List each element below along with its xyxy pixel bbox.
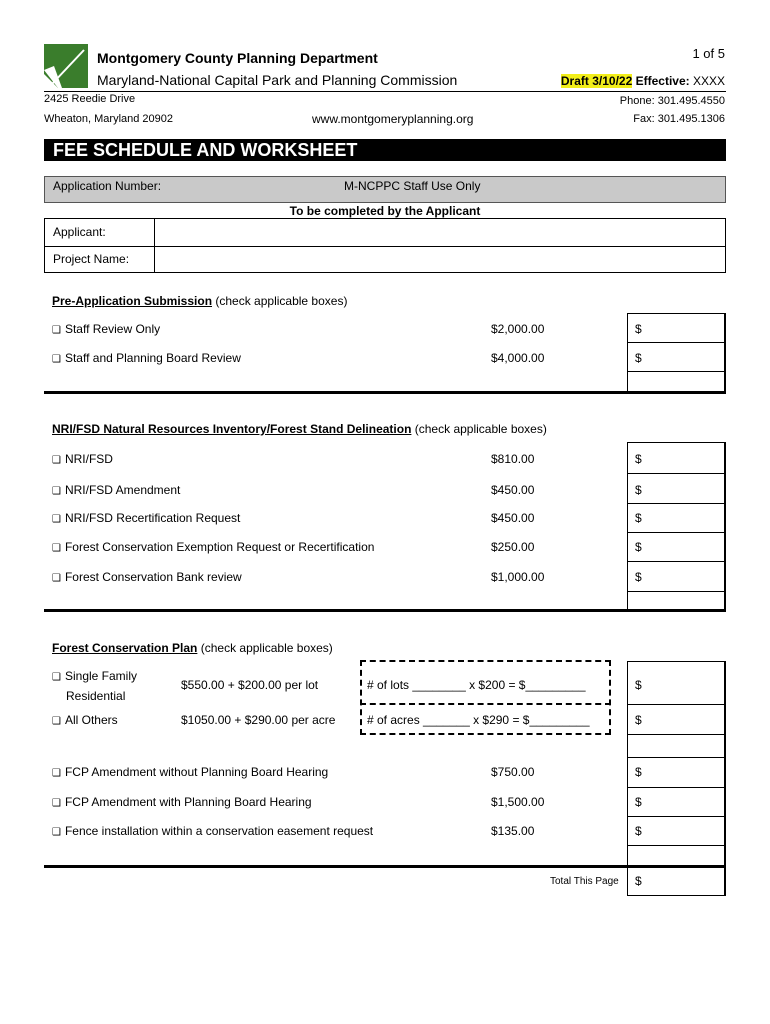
checkbox-icon[interactable]: ❑ bbox=[52, 798, 61, 809]
checkbox-icon[interactable]: ❑ bbox=[52, 325, 61, 336]
website-link[interactable]: www.montgomeryplanning.org bbox=[312, 112, 474, 126]
applicant-row[interactable] bbox=[45, 219, 725, 247]
amount-divider bbox=[627, 704, 726, 705]
total-label: Total This Page bbox=[550, 876, 619, 887]
form-title: FEE SCHEDULE AND WORKSHEET bbox=[44, 139, 726, 161]
fee-price: $450.00 bbox=[491, 483, 535, 497]
checkbox-icon[interactable]: ❑ bbox=[52, 573, 61, 584]
checkbox-icon[interactable]: ❑ bbox=[52, 354, 61, 365]
checkbox-icon[interactable]: ❑ bbox=[52, 672, 61, 683]
section-note: (check applicable boxes) bbox=[200, 641, 333, 655]
fee-rate: $1050.00 + $290.00 per acre bbox=[181, 713, 336, 727]
fee-rate: $550.00 + $200.00 per lot bbox=[181, 678, 319, 692]
project-name-row[interactable] bbox=[45, 246, 725, 273]
fee-amount-field[interactable]: $ bbox=[635, 452, 642, 466]
fee-price: $450.00 bbox=[491, 511, 535, 525]
fee-amount-field[interactable]: $ bbox=[635, 824, 642, 838]
checkbox-icon[interactable]: ❑ bbox=[52, 827, 61, 838]
section-note: (check applicable boxes) bbox=[414, 422, 547, 436]
fee-item[interactable] bbox=[52, 452, 113, 466]
header-rule bbox=[44, 91, 726, 92]
fee-item-label: NRI/FSD Amendment bbox=[64, 483, 181, 497]
acre-calc-field[interactable]: # of acres _______ x $290 = $_________ bbox=[367, 713, 590, 727]
org-title: Montgomery County Planning Department bbox=[97, 50, 378, 66]
completed-by-note: To be completed by the Applicant bbox=[289, 204, 481, 218]
amount-divider bbox=[627, 845, 726, 846]
fee-amount-field[interactable]: $ bbox=[635, 765, 642, 779]
fee-amount-field[interactable]: $ bbox=[635, 570, 642, 584]
fee-amount-field[interactable]: $ bbox=[635, 351, 642, 365]
section-divider bbox=[44, 865, 726, 868]
fee-item-label: NRI/FSD bbox=[64, 452, 113, 466]
fee-item[interactable] bbox=[52, 511, 240, 525]
address-line2: Wheaton, Maryland 20902 bbox=[44, 113, 174, 125]
amount-divider bbox=[627, 342, 726, 343]
project-name-label: Project Name: bbox=[53, 252, 130, 266]
fee-amount-field[interactable]: $ bbox=[635, 713, 642, 727]
fee-item[interactable] bbox=[52, 540, 374, 554]
section-divider bbox=[44, 391, 726, 394]
amount-divider bbox=[627, 734, 726, 735]
fee-item-label: Forest Conservation Bank review bbox=[64, 570, 242, 584]
fee-amount-field[interactable]: $ bbox=[635, 511, 642, 525]
amount-divider bbox=[627, 591, 726, 592]
application-number-row bbox=[44, 176, 726, 203]
fee-item-label: NRI/FSD Recertification Request bbox=[64, 511, 241, 525]
section-divider bbox=[44, 609, 726, 612]
application-number-label: Application Number: bbox=[53, 179, 162, 193]
fee-price: $135.00 bbox=[491, 824, 535, 838]
checkbox-icon[interactable]: ❑ bbox=[52, 716, 61, 727]
fee-item[interactable] bbox=[52, 570, 242, 584]
fee-price: $1,500.00 bbox=[491, 795, 545, 809]
fee-item-label-line2: Residential bbox=[66, 689, 126, 703]
section-heading: NRI/FSD Natural Resources Inventory/Forest Stand Delineation bbox=[52, 422, 412, 436]
checkbox-icon[interactable]: ❑ bbox=[52, 768, 61, 779]
fee-item-label: All Others bbox=[64, 713, 118, 727]
nri-fsd-amount-column bbox=[627, 442, 726, 610]
fee-item[interactable] bbox=[52, 713, 118, 727]
checkbox-icon[interactable]: ❑ bbox=[52, 455, 61, 466]
total-amount-field[interactable]: $ bbox=[635, 874, 642, 888]
section-heading: Forest Conservation Plan bbox=[52, 641, 198, 655]
planning-logo bbox=[44, 44, 88, 88]
amount-divider bbox=[627, 503, 726, 504]
fee-item[interactable] bbox=[52, 795, 312, 809]
amount-divider bbox=[627, 532, 726, 533]
fee-item-label: Forest Conservation Exemption Request or Recertification bbox=[64, 540, 375, 554]
fee-item-label: Staff Review Only bbox=[64, 322, 161, 336]
amount-divider bbox=[627, 473, 726, 474]
amount-divider bbox=[627, 787, 726, 788]
fee-item-label: FCP Amendment with Planning Board Hearing bbox=[64, 795, 312, 809]
fee-amount-field[interactable]: $ bbox=[635, 678, 642, 692]
fee-item[interactable] bbox=[52, 351, 241, 365]
applicant-divider bbox=[154, 219, 155, 272]
lot-calc-field[interactable]: # of lots ________ x $200 = $_________ bbox=[367, 678, 586, 692]
fee-item-label: Single Family bbox=[64, 669, 137, 683]
checkbox-icon[interactable]: ❑ bbox=[52, 486, 61, 497]
effective-label: Effective: bbox=[635, 74, 690, 88]
amount-divider bbox=[627, 561, 726, 562]
draft-effective bbox=[561, 74, 725, 88]
fee-price: $250.00 bbox=[491, 540, 535, 554]
org-subtitle: Maryland-National Capital Park and Planning Commission bbox=[97, 72, 458, 88]
phone-number: Phone: 301.495.4550 bbox=[619, 95, 725, 107]
amount-divider bbox=[627, 816, 726, 817]
fee-item[interactable] bbox=[52, 322, 160, 336]
section-note: (check applicable boxes) bbox=[215, 294, 348, 308]
fee-item[interactable] bbox=[52, 824, 373, 838]
fee-price: $2,000.00 bbox=[491, 322, 545, 336]
section-heading: Pre-Application Submission bbox=[52, 294, 213, 308]
fcp-title bbox=[52, 641, 333, 655]
draft-label: Draft 3/10/22 bbox=[560, 74, 633, 88]
fee-price: $810.00 bbox=[491, 452, 535, 466]
fee-item-label: Fence installation within a conservation easement request bbox=[64, 824, 374, 838]
checkbox-icon[interactable]: ❑ bbox=[52, 514, 61, 525]
fee-amount-field[interactable]: $ bbox=[635, 540, 642, 554]
fee-item[interactable] bbox=[52, 483, 180, 497]
applicant-label: Applicant: bbox=[53, 225, 106, 239]
address-line1: 2425 Reedie Drive bbox=[44, 93, 136, 105]
fee-item-label: Staff and Planning Board Review bbox=[64, 351, 241, 365]
amount-divider bbox=[627, 757, 726, 758]
fee-price: $4,000.00 bbox=[491, 351, 545, 365]
fee-price: $1,000.00 bbox=[491, 570, 545, 584]
fee-item-label: FCP Amendment without Planning Board Hearing bbox=[64, 765, 329, 779]
fee-item[interactable] bbox=[52, 667, 137, 705]
fee-amount-field[interactable]: $ bbox=[635, 483, 642, 497]
applicant-box bbox=[44, 218, 726, 273]
fax-number: Fax: 301.495.1306 bbox=[633, 113, 725, 125]
staff-use-label: M-NCPPC Staff Use Only bbox=[344, 179, 481, 193]
nri-fsd-title bbox=[52, 422, 547, 436]
calc-divider bbox=[360, 703, 611, 705]
pre-application-title bbox=[52, 294, 347, 308]
fee-amount-field[interactable]: $ bbox=[635, 795, 642, 809]
checkbox-icon[interactable]: ❑ bbox=[52, 543, 61, 554]
effective-value: XXXX bbox=[692, 74, 725, 88]
fee-price: $750.00 bbox=[491, 765, 535, 779]
page-number: 1 of 5 bbox=[692, 46, 725, 61]
fee-item[interactable] bbox=[52, 765, 328, 779]
amount-divider bbox=[627, 371, 726, 372]
fee-amount-field[interactable]: $ bbox=[635, 322, 642, 336]
